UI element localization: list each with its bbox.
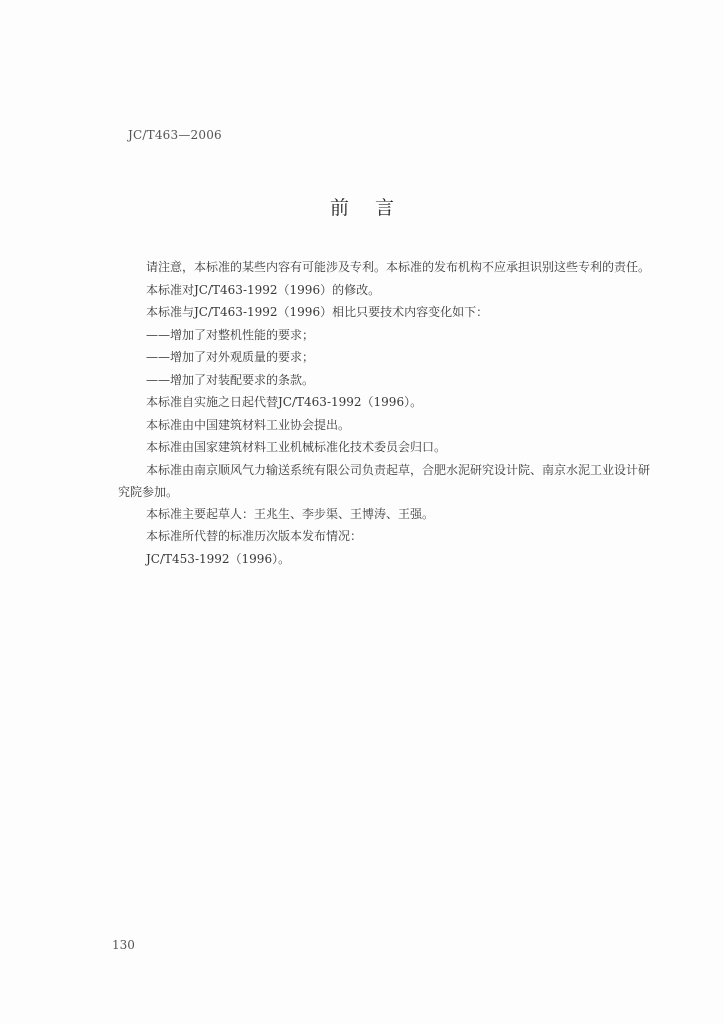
paragraph-changes-intro: 本标准与JC/T463-1992（1996）相比只要技术内容变化如下： — [146, 305, 489, 319]
paragraph-patent-notice: 请注意，本标准的某些内容有可能涉及专利。本标准的发布机构不应承担识别这些专利的责任。 — [146, 260, 651, 274]
list-item-appearance: ——增加了对外观质量的要求； — [146, 350, 315, 364]
paragraph-proposer: 本标准由中国建筑材料工业协会提出。 — [146, 417, 351, 432]
list-item-performance: ——增加了对整机性能的要求； — [146, 327, 315, 342]
paragraph-previous-version: JC/T453-1992（1996）。 — [146, 551, 291, 566]
paragraph-drafting-units: 本标准由南京顺风气力输送系统有限公司负责起草，合肥水泥研究设计院、南京水泥工业设计研究院参加。 — [118, 462, 651, 499]
section-title: 前言 — [329, 197, 420, 219]
paragraph-replacement: 本标准自实施之日起代替JC/T463-1992（1996）。 — [146, 395, 423, 409]
paragraph-drafters: 本标准主要起草人：王兆生、李步渠、王博涛、王强。 — [146, 506, 435, 521]
paragraph-technical-committee: 本标准由国家建筑材料工业机械标准化技术委员会归口。 — [146, 440, 447, 454]
paragraph-version-history: 本标准所代替的标准历次版本发布情况： — [146, 529, 363, 543]
list-item-assembly: ——增加了对装配要求的条款。 — [146, 372, 315, 387]
page-number: 130 — [112, 938, 135, 952]
foreword-body — [118, 256, 658, 570]
paragraph-revision: 本标准对JC/T463-1992（1996）的修改。 — [146, 282, 381, 297]
standard-code-header: JC/T463—2006 — [128, 128, 222, 142]
